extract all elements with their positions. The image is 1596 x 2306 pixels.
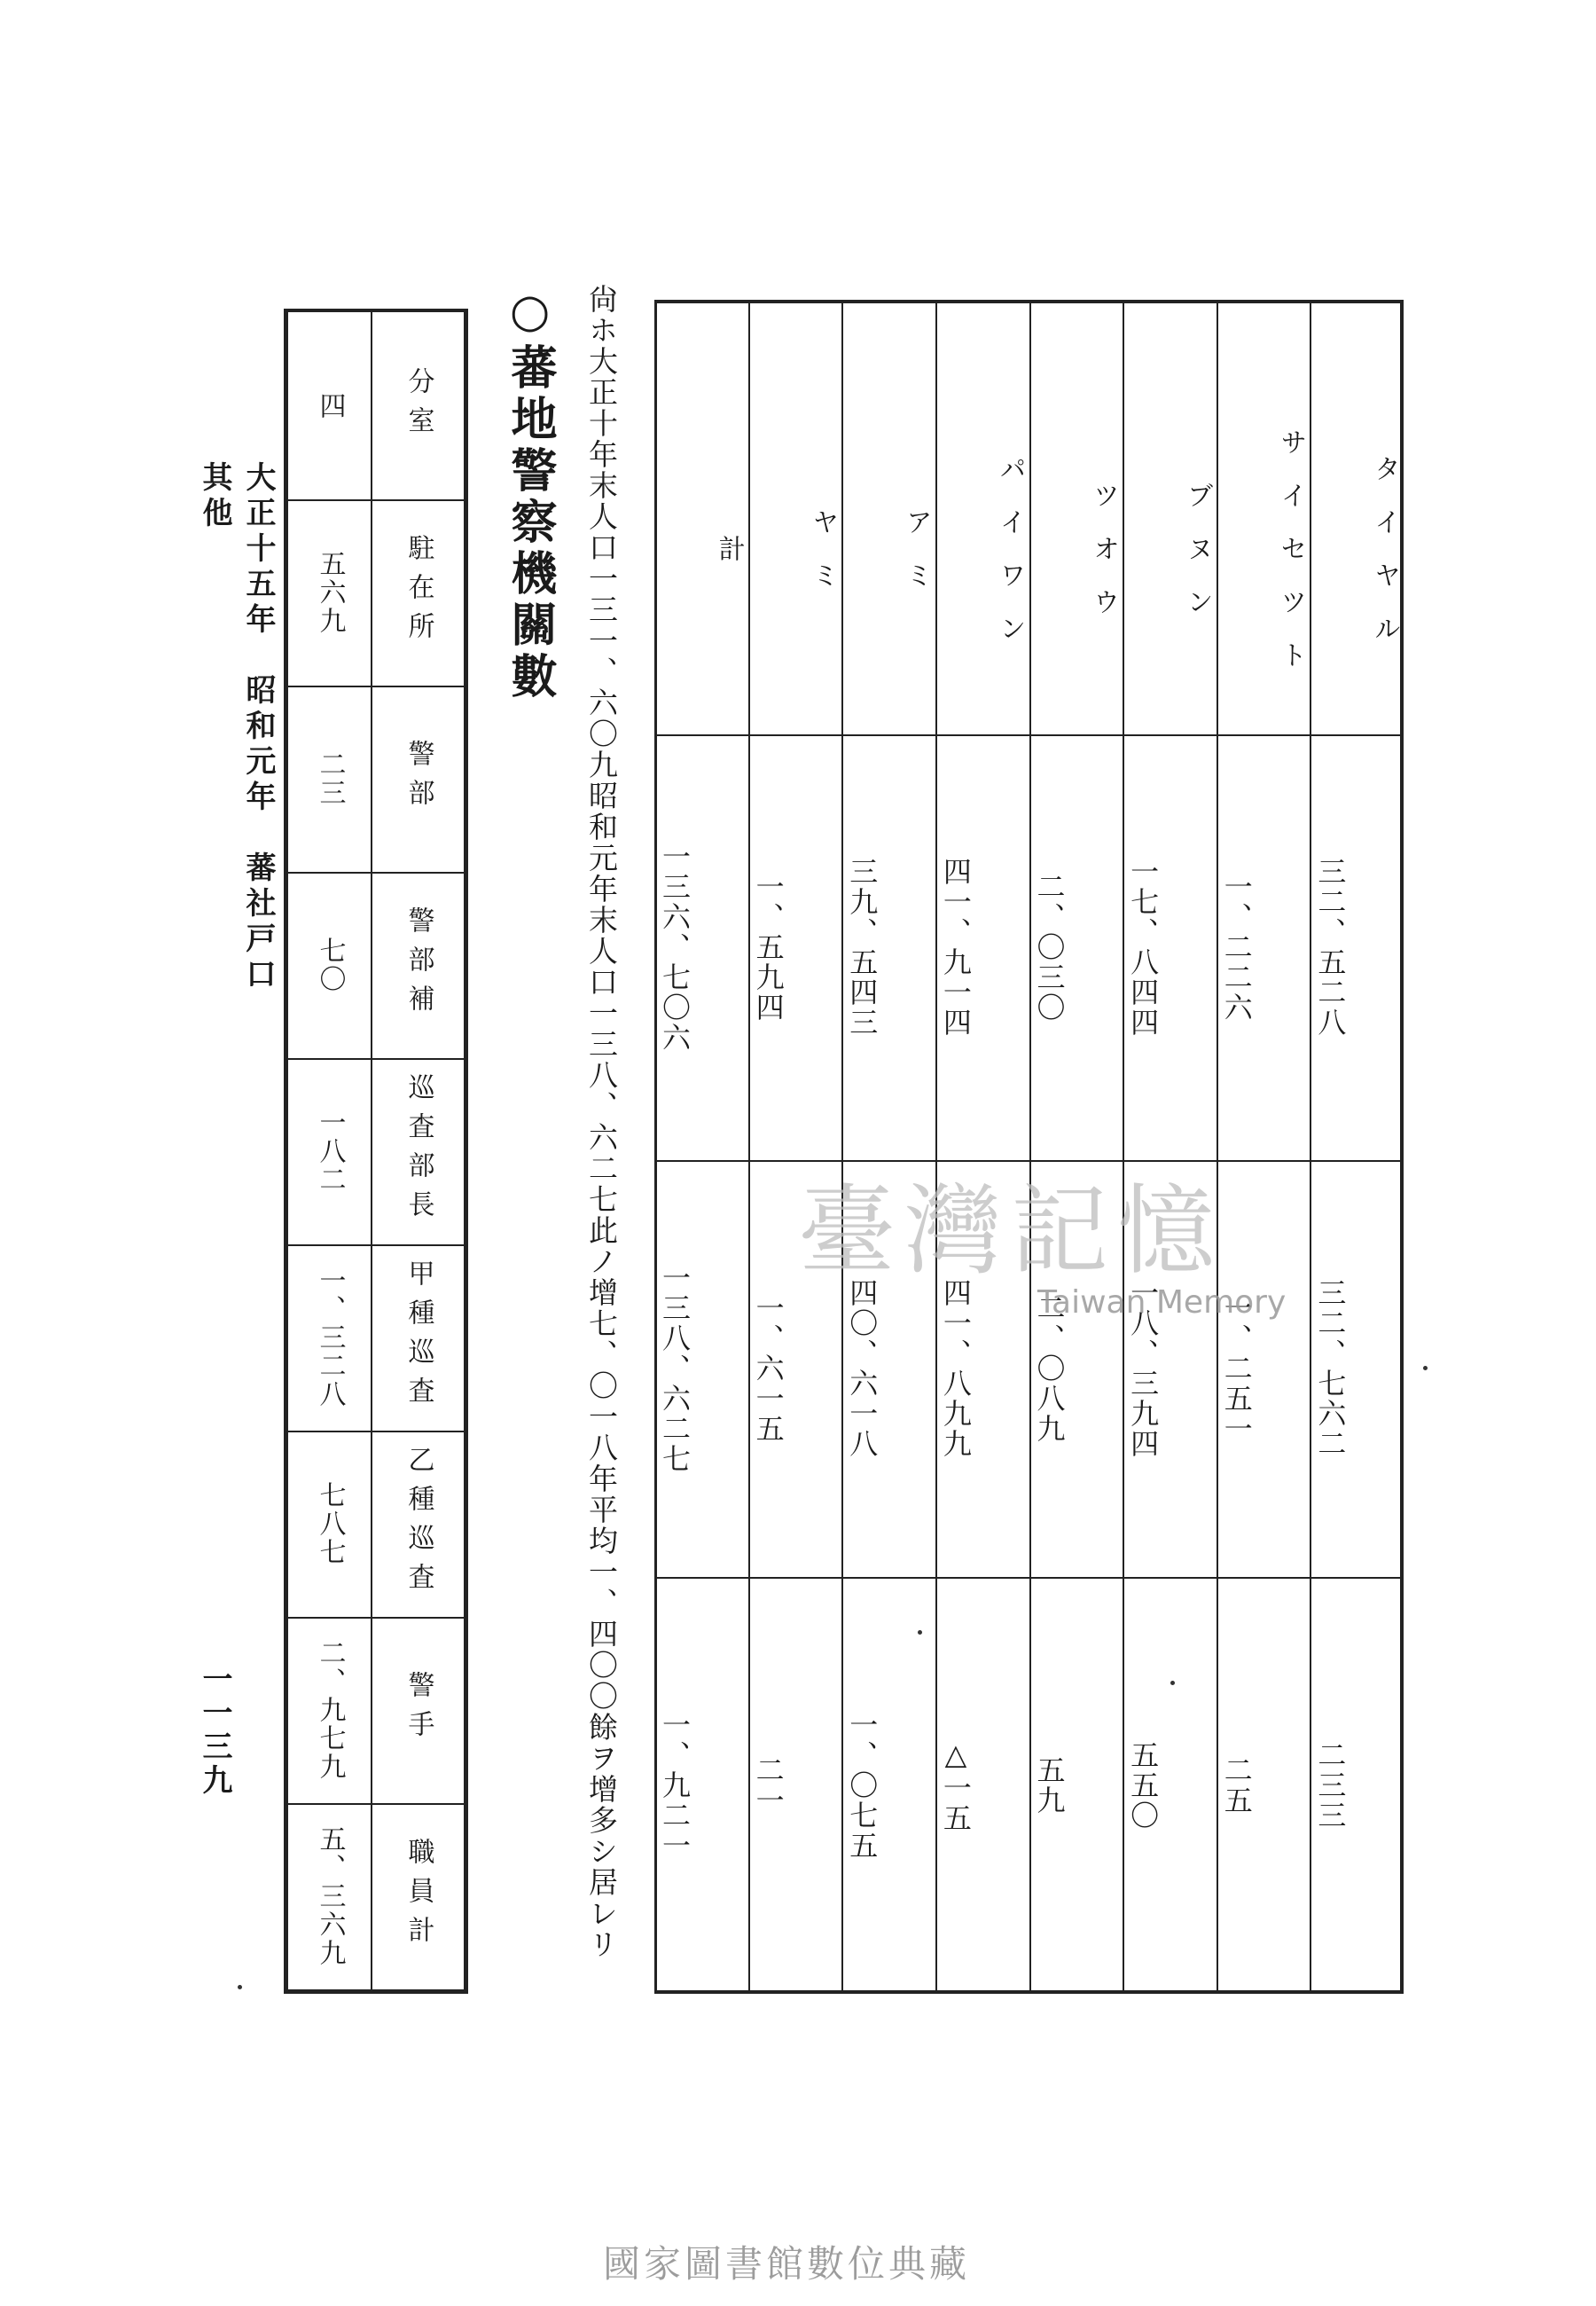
police-row-value: 一八二 — [314, 1109, 346, 1194]
column-header: パイワン — [994, 455, 1026, 668]
footer-credit: 國家圖書館數位典藏 — [603, 2242, 971, 2286]
table-cell: 四〇、六一八 — [845, 1278, 880, 1459]
police-row-label: 警手 — [403, 1671, 434, 1749]
police-row-value: 五六九 — [314, 550, 346, 635]
table-cell: 一、〇七五 — [845, 1710, 880, 1861]
police-row-label: 警部 — [403, 740, 434, 818]
table-cell: 三二、七六二 — [1313, 1278, 1348, 1459]
police-right-rule — [464, 309, 468, 1994]
table-cell: 一八、三九四 — [1126, 1278, 1161, 1459]
table-cell: 一、五九四 — [751, 872, 786, 1023]
police-bottom-rule — [284, 1989, 468, 1994]
table-cell: 一七、八四四 — [1126, 857, 1161, 1038]
police-table — [284, 309, 468, 1994]
police-row-label: 巡査部長 — [403, 1073, 434, 1229]
running-head: 大正十五年 昭和元年 蕃社戸口 其他 — [197, 461, 276, 1029]
column-header: 計 — [713, 535, 745, 588]
table-cell: 四一、八九九 — [938, 1278, 973, 1459]
police-row-label: 警部補 — [403, 906, 434, 1024]
police-row-label: 甲種巡査 — [403, 1259, 434, 1416]
table-cell: 一、九二一 — [658, 1710, 692, 1861]
police-row-value: 二、九七九 — [314, 1639, 346, 1781]
column-header: ブヌン — [1181, 482, 1213, 641]
page-number: 一一三九 — [197, 1663, 232, 1798]
police-row-value: 七〇 — [314, 937, 346, 993]
watermark-logo: 臺灣記憶 — [798, 1174, 1224, 1288]
police-row-label: 職員計 — [403, 1838, 434, 1955]
table-cell: 二、〇三〇 — [1032, 872, 1067, 1023]
column-header: ヤミ — [807, 508, 839, 615]
column-header: サイセツト — [1275, 428, 1307, 694]
table-cell: 一三六、七〇六 — [658, 842, 692, 1053]
table-cell: △一五 — [938, 1737, 973, 1833]
table-cell: 一三八、六二七 — [658, 1263, 692, 1474]
police-row-label: 駐在所 — [403, 534, 434, 651]
watermark-text: Taiwan Memory — [1037, 1284, 1287, 1321]
table-cell: 一、六一五 — [751, 1293, 786, 1444]
table-cell: 一、二二六 — [1219, 872, 1254, 1023]
table-cell: 一、二五一 — [1219, 1293, 1254, 1444]
population-table — [654, 300, 1404, 1994]
table-cell: 二五 — [1219, 1755, 1254, 1816]
police-top-rule — [284, 309, 468, 312]
table-cell: 二、〇八九 — [1032, 1293, 1067, 1444]
table-cell: 五五〇 — [1126, 1740, 1161, 1831]
table-cell: 四一、九一四 — [938, 857, 973, 1038]
table-cell: 二三三 — [1313, 1740, 1348, 1831]
section-title: ○蕃地警察機關數 — [503, 284, 557, 703]
table-cell: 三九、五四三 — [845, 857, 880, 1038]
note-text: 尙ホ大正十年末人口一三一、六〇九昭和元年末人口一三八、六二七此ノ增七、〇一八年平均一、四〇〇餘ヲ增多シ居レリ — [584, 284, 619, 1960]
police-row-label: 乙種巡査 — [403, 1446, 434, 1602]
speck — [1170, 1681, 1175, 1685]
police-row-value: 二三 — [314, 750, 346, 807]
column-header: ツオウ — [1088, 482, 1120, 641]
table-cell: 三二、五二八 — [1313, 857, 1348, 1038]
police-row-value: 一、三二八 — [314, 1267, 346, 1408]
speck — [1423, 1366, 1428, 1370]
police-row-value: 四 — [314, 392, 346, 420]
police-row-value: 七八七 — [314, 1481, 346, 1566]
column-header: タイヤル — [1369, 455, 1400, 668]
police-row-label: 分室 — [403, 367, 434, 445]
table-cell: 五九 — [1032, 1755, 1067, 1816]
table-cell: 二一 — [751, 1755, 786, 1816]
police-row-value: 五、三六九 — [314, 1825, 346, 1967]
column-header: アミ — [900, 508, 932, 615]
speck — [238, 1985, 242, 1989]
speck — [918, 1630, 922, 1635]
